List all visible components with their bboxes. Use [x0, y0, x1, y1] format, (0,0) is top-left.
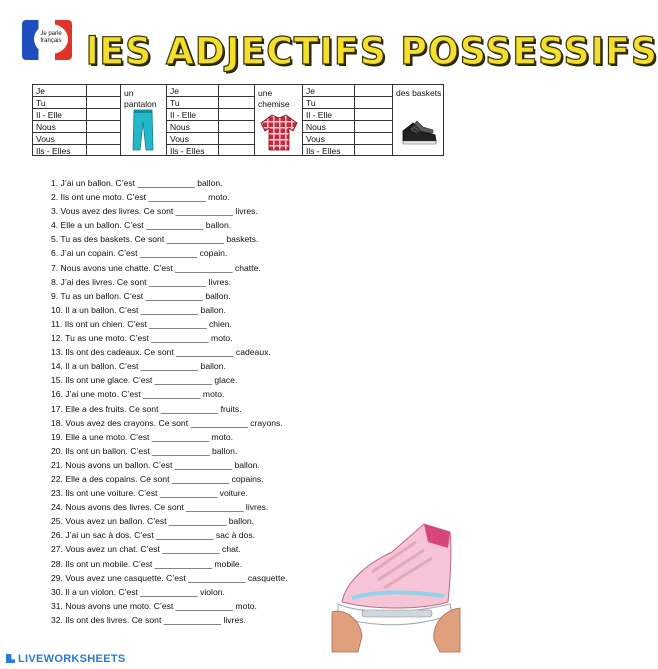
exercise-item: 25. Vous avez un ballon. C’est ____________ ballon.	[51, 516, 255, 527]
exercise-item: 11. Ils ont un chien. C’est ____________ chien.	[51, 318, 232, 329]
exercise-item: 14. Il a un ballon. C’est ____________ ballon.	[51, 361, 226, 372]
pronoun-cell: Il - Elle	[33, 109, 86, 121]
answer-column-1	[87, 85, 121, 155]
pronoun-cell: Tu	[303, 97, 354, 109]
noun-column-baskets	[393, 85, 443, 155]
exercise-item: 1. J’ai un ballon. C’est ____________ ballon.	[51, 178, 223, 188]
pronoun-column-3	[303, 85, 355, 155]
noun-column-chemise	[255, 85, 303, 155]
pronoun-cell: Nous	[33, 121, 86, 133]
pants-icon	[131, 110, 155, 152]
flag-text-line-1: Je parle	[40, 31, 62, 37]
exercise-item: 5. Tu as des baskets. Ce sont ____________ baskets.	[51, 234, 259, 245]
exercise-list	[51, 176, 288, 627]
exercise-item: 7. Nous avons une chatte. C’est ____________ chatte.	[51, 262, 261, 273]
exercise-item: 8. J’ai des livres. Ce sont ____________ livres.	[51, 276, 232, 287]
exercise-item: 12. Tu as une moto. C’est ____________ moto.	[51, 333, 233, 344]
page-title: lES ADJECTIFS POSSESSIFS	[86, 30, 658, 73]
exercise-item: 6. J’ai un copain. C’est ____________ copain.	[51, 248, 228, 259]
pronoun-cell: Ils - Elles	[306, 146, 341, 156]
liveworksheets-logo	[6, 653, 126, 665]
exercise-item: 17. Elle a des fruits. Ce sont ____________ fruits.	[51, 403, 242, 414]
exercise-item: 21. Nous avons un ballon. C’est ____________ ballon.	[51, 459, 260, 470]
pronoun-cell: Tu	[33, 97, 86, 109]
exercise-item: 32. Ils ont des livres. Ce sont ____________ livres.	[51, 614, 246, 625]
exercise-item: 24. Nous avons des livres. Ce sont ____________ livres.	[51, 502, 269, 513]
exercise-item: 16. J’ai une moto. C’est ____________ moto.	[51, 389, 225, 400]
pronoun-cell: Vous	[167, 133, 218, 145]
pronoun-cell: Je	[303, 85, 354, 97]
footer-text: LIVEWORKSHEETS	[18, 653, 126, 665]
exercise-item: 22. Elle a des copains. Ce sont ____________ copains.	[51, 473, 264, 484]
pronoun-column-2	[167, 85, 219, 155]
exercise-item: 9. Tu as un ballon. C’est ____________ ballon.	[51, 290, 231, 301]
exercise-item: 18. Vous avez des crayons. Ce sont ____________ crayons.	[51, 417, 283, 428]
exercise-item: 20. Ils ont un ballon. C’est ____________ ballon.	[51, 445, 238, 456]
noun-column-pantalon	[121, 85, 167, 155]
pronoun-cell: Ils - Elles	[170, 146, 205, 156]
noun-label-chemise: une chemise	[258, 88, 290, 109]
pronoun-cell: Vous	[33, 133, 86, 145]
answer-column-3	[355, 85, 393, 155]
shoe-photo	[332, 512, 460, 652]
pronoun-cell: Nous	[167, 121, 218, 133]
liveworksheets-mark-icon	[6, 654, 15, 663]
pronoun-cell: Il - Elle	[167, 109, 218, 121]
pronoun-cell: Tu	[167, 97, 218, 109]
pronoun-cell: Ils - Elles	[36, 146, 71, 156]
exercise-item: 31. Nous avons une moto. C’est ____________ moto.	[51, 600, 257, 611]
pronoun-cell: Nous	[303, 121, 354, 133]
exercise-item: 13. Ils ont des cadeaux. Ce sont ____________ cadeaux.	[51, 347, 271, 358]
pronoun-cell: Je	[167, 85, 218, 97]
exercise-item: 30. Il a un violon. C’est ____________ violon.	[51, 586, 225, 597]
exercise-item: 27. Vous avez un chat. C’est ____________ chat.	[51, 544, 241, 555]
pronoun-table	[32, 84, 444, 156]
exercise-item: 19. Elle a une moto. C’est ____________ moto.	[51, 431, 234, 442]
exercise-item: 10. Il a un ballon. C’est ____________ ballon.	[51, 304, 226, 315]
shirt-icon	[259, 113, 299, 151]
pronoun-cell: Vous	[303, 133, 354, 145]
exercise-item: 26. J’ai un sac à dos. C’est ____________ sac à dos.	[51, 530, 256, 541]
french-flag-logo	[22, 20, 72, 60]
exercise-item: 28. Ils ont un mobile. C’est ____________ mobile.	[51, 558, 243, 569]
exercise-item: 23. Ils ont une voiture. C’est ____________ voiture.	[51, 488, 248, 499]
pronoun-column-1	[33, 85, 87, 155]
flag-text-line-2: français	[40, 38, 62, 44]
exercise-item: 4. Elle a un ballon. C’est ____________ ballon.	[51, 220, 232, 231]
exercise-item: 3. Vous avez des livres. Ce sont ____________ livres.	[51, 206, 258, 217]
exercise-item: 29. Vous avez une casquette. C’est ____________ casquette.	[51, 572, 288, 583]
noun-label-baskets: des baskets	[396, 88, 442, 98]
sneakers-icon	[399, 117, 439, 147]
speech-bubble	[34, 24, 68, 54]
pronoun-cell: Il - Elle	[303, 109, 354, 121]
exercise-item: 2. Ils ont une moto. C’est ____________ moto.	[51, 192, 230, 203]
noun-label-pantalon: un pantalon	[124, 88, 157, 109]
answer-column-2	[219, 85, 255, 155]
exercise-item: 15. Ils ont une glace. C’est ____________ glace.	[51, 375, 238, 386]
pronoun-cell: Je	[33, 85, 86, 97]
